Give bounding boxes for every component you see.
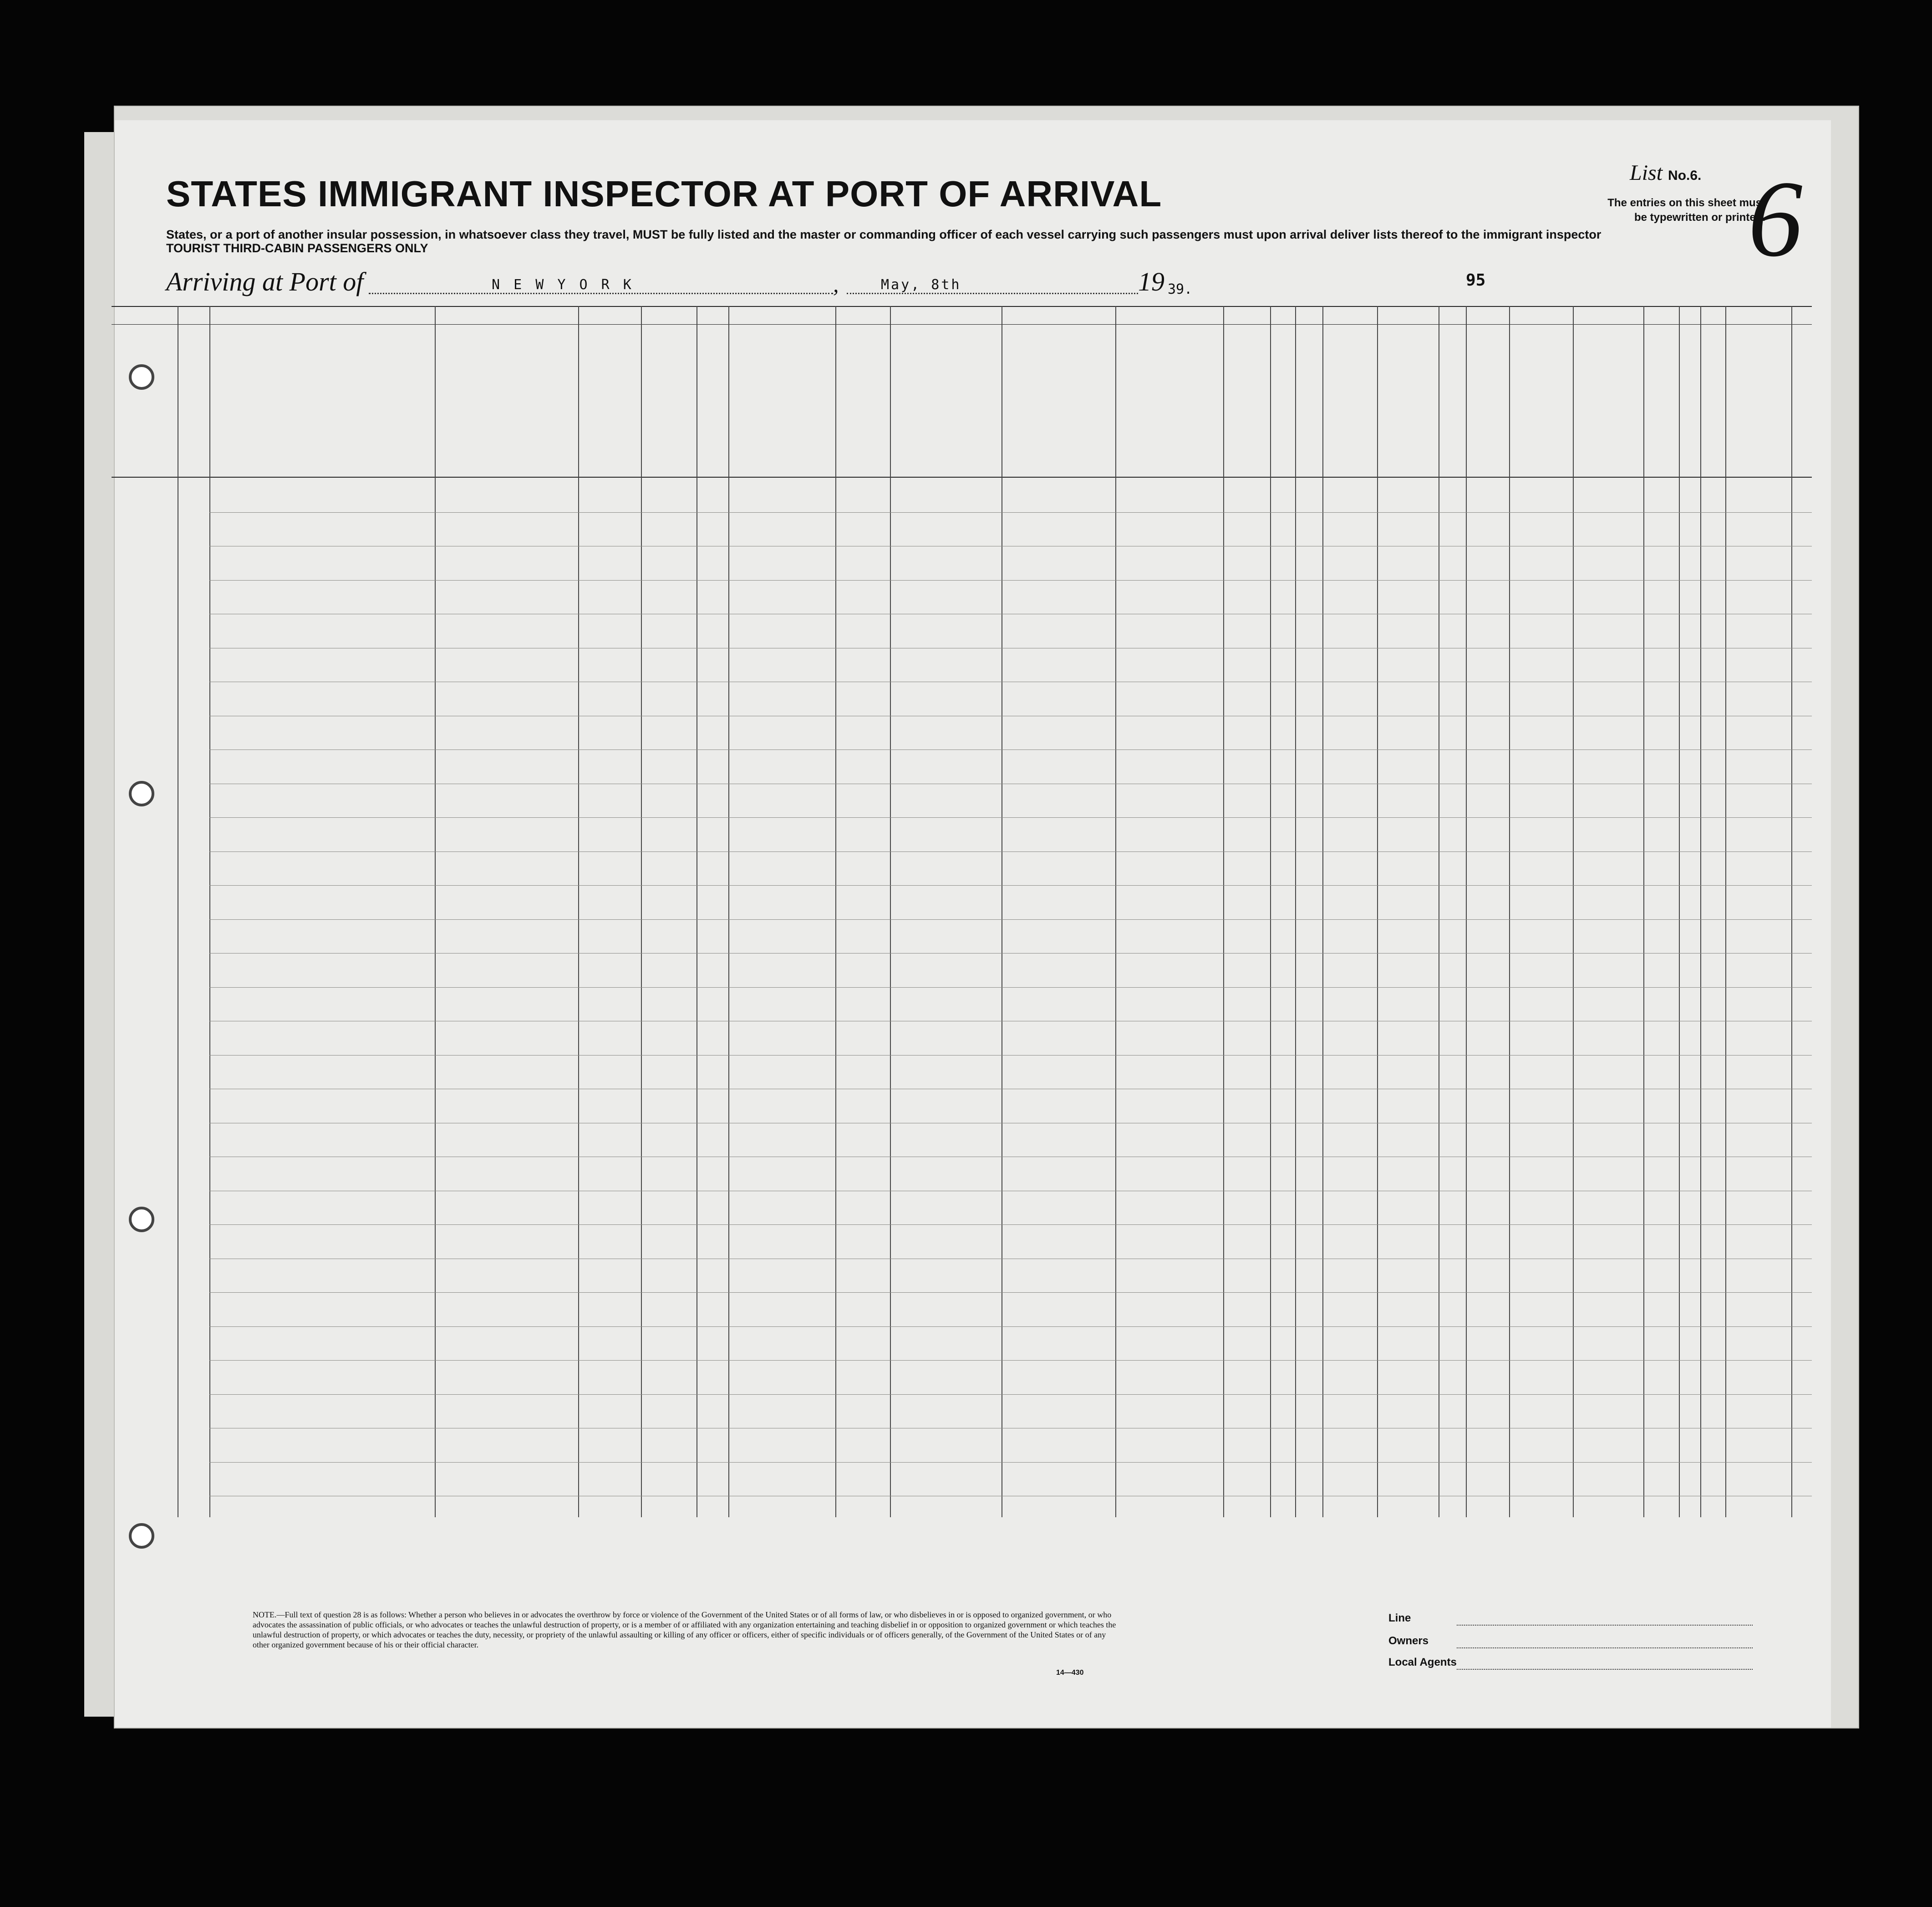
column-divider [1466,306,1467,1517]
column-divider [835,306,836,1517]
column-divider [1377,306,1378,1517]
list-no-value: No.6. [1668,168,1702,183]
entries-note-line: The entries on this sheet must [1607,197,1765,209]
agents-signature-line [1457,1669,1753,1670]
column-divider [435,306,436,1517]
handwritten-page-number: 6 [1748,158,1803,279]
column-divider [1322,306,1323,1517]
column-divider [1791,306,1792,1517]
page-title: STATES IMMIGRANT INSPECTOR AT PORT OF ARRIVAL [166,173,1162,214]
row-rule [209,987,1812,988]
column-divider [1700,306,1701,1517]
entries-note [1583,196,1765,225]
entries-note-line: be typewritten or printed. [1634,211,1765,224]
date-value: May, 8th [881,277,961,293]
row-rule [209,1224,1812,1225]
table-top-rule [112,306,1812,307]
comma: , [833,271,839,297]
list-number [1630,160,1701,185]
column-divider [890,306,891,1517]
column-divider [1270,306,1271,1517]
form-code: 14—430 [1056,1669,1084,1677]
row-rule [209,1394,1812,1395]
footnote-question-28: NOTE.—Full text of question 28 is as follows: Whether a person who believes in or advocates the overthrow by force or violence of the Government of the United States or of all forms of law, or who disbelieves in or is opposed to organized government, or who advocates the assassination of public officials, or who advocates or teaches the unlawful destruction of property, or is a member of or affiliated with any organization entertaining and teaching disbelief in or opposition to organized government or which teaches the unlawful destruction of property, or which advocates or teaches the duty, necessity, or propriety of the unlawful assaulting or killing of any officer or officers, either of specific individuals or of officers generally, of the Government of the United States or of any other organized government because of his or their official character. [253,1610,1116,1649]
page-subtitle: States, or a port of another insular possession, in whatsoever class they travel, MUST be fully listed and the master or commanding officer of each vessel carrying such passengers must upon arrival deliver lists thereof to the immigrant inspector [166,228,1602,241]
year-suffix: 39. [1168,281,1193,297]
class-line: TOURIST THIRD-CABIN PASSENGERS ONLY [166,241,428,255]
row-rule [209,885,1812,886]
row-rule [209,953,1812,954]
column-divider [1115,306,1116,1517]
line-signature-line [1457,1625,1753,1626]
manifest-table [112,306,1812,1517]
row-rule [209,919,1812,920]
line-label: Line [1388,1612,1411,1624]
column-divider [578,306,579,1517]
row-rule [209,580,1812,581]
row-rule [209,1462,1812,1463]
header-bottom-rule [112,477,1812,478]
owners-signature-line [1457,1647,1753,1648]
column-divider [1725,306,1726,1517]
row-rule [209,1292,1812,1293]
column-divider [1643,306,1644,1517]
column-divider [1295,306,1296,1517]
column-divider [641,306,642,1517]
column-divider [1573,306,1574,1517]
year-prefix: 19 [1138,267,1164,296]
column-divider [1509,306,1510,1517]
column-divider [1679,306,1680,1517]
column-divider [728,306,729,1517]
owners-label: Owners [1388,1635,1429,1647]
binder-hole [129,1523,154,1549]
row-rule [209,512,1812,513]
row-rule [209,817,1812,818]
row-rule [209,1360,1812,1361]
column-divider [1223,306,1224,1517]
arriving-label: Arriving at Port of [166,267,364,296]
column-number-rule [112,324,1812,325]
local-agents-label: Local Agents [1388,1656,1457,1668]
date-line [847,293,1138,294]
port-line [369,293,833,294]
row-rule [209,1326,1812,1327]
list-label: List [1630,161,1663,185]
page-stamp: 95 [1466,271,1486,290]
port-value: N E W Y O R K [492,277,634,293]
column-divider [209,306,210,1517]
